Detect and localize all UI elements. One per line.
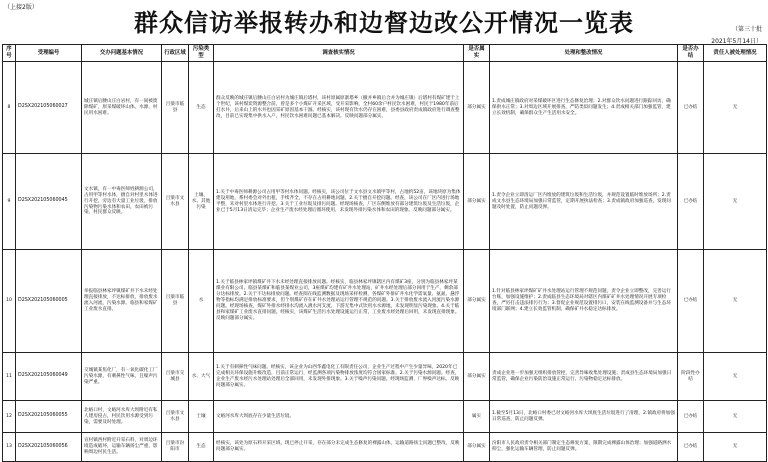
row-accountability: 无	[704, 353, 767, 401]
table-row	[3, 250, 767, 353]
row-handling: 1.责成城庄镇政府对采煤破坏区进行生态修复治理；2.对群众饮水问题进行跟踪回访，确保供水正常；3.对周边区域开展排查，严防类似问题发生；4.责成相关部门加强监管，建立长效机制，确保群众生产生活用水安全。	[490, 62, 678, 154]
row-investigation: 群众反映的城庄镇后腰山庄白岩村为城庄镇后塔村，该村原属原寨塔乡（撤并乡镇后合并为城庄镇）后塔村有煤矿建于上个世纪，该村煤炭资源整合前，曾是多个小煤矿开采区域，受开采影响，全村60余户村民饮水困难，村民于1980年前后打水井，后来山上的水井也因采矿原因基本干涸。经核实，该村现有饮水仍存在困难，县委县政府责成镇政府进行调查整改，目前已实现集中供水入户，村民饮水困难问题已基本解决。反映问题部分属实。	[214, 62, 464, 154]
publish-date: 2021年5月14日）	[711, 38, 762, 45]
col-header-no: 序号	[3, 45, 16, 62]
row-region: 吕梁市交城县	[162, 353, 189, 401]
row-accountability: 无	[704, 250, 767, 353]
col-header-verified: 是否属实	[464, 45, 490, 62]
row-issue: 宣村镇西村附近开采石料，对周边环境造成破坏，运输车辆扬尘严重，影响周边村民生活。	[82, 433, 162, 462]
col-header-issue: 交办问题基本情况	[82, 45, 162, 62]
row-type: 生态	[189, 62, 214, 154]
row-region: 吕梁市汾阳市	[162, 433, 189, 462]
table-row	[3, 401, 767, 433]
row-verified: 部分属实	[464, 353, 490, 401]
row-issue: 北峪口村，文峪河水库大坝附近有私人建房侵占，村民饮用水源受到污染，需要及时处理。	[82, 401, 162, 433]
row-type: 土壤	[189, 401, 214, 433]
row-investigation: 经核实，该处为原石料开采区域，现已停止开采，存在部分未完成生态修复的裸露山体，运输道路扬尘问题已整改，反映问题部分属实。	[214, 433, 464, 462]
page-title: 群众信访举报转办和边督边改公开情况一览表	[134, 9, 634, 37]
row-closed: 阶段性办结	[678, 353, 704, 401]
col-header-region: 行政区域	[162, 45, 189, 62]
row-issue: 文水镇，有一中毒医师姓耕源公司，占用甲等村水体，擅自对村里水体进行开挖，旁边有大量工业垃圾，排放污染物污染水体和农田，农田被污染，村民群众反映。	[82, 154, 162, 250]
batch-label: （第三十批	[731, 26, 762, 33]
row-issue: 举报临县林家坪镇煤矿井下水未经处理直接排放，不达标排放，排放废水流入河流，污染水源。临县和家煤矿工业废水直排。	[82, 250, 162, 353]
row-investigation: 文峪河水库大坝底存在少量生活垃圾。	[214, 401, 464, 433]
row-code: D2SX202105060005	[16, 250, 82, 353]
row-issue: 交城镇某焦化厂，有一氧化碳化工厂污染水源，有刺鼻性气味，且噪声污染严重。	[82, 353, 162, 401]
row-verified: 部分属实	[464, 433, 490, 462]
row-no: 10	[3, 250, 16, 353]
row-closed: 已办结	[678, 154, 704, 250]
row-closed: 已办结	[678, 250, 704, 353]
row-investigation: 1.关于有刺鼻性气味问题。经核实，该企业为山西华鑫电化工有限责任公司，企业生产过程中产生少量异味，2020年已完成相关环保设施升级改造，目前正常运行，经监测各项污染物排放浓度均符合国家标准。2.关于污染水源问题。经查，企业生产废水经污水处理站处理后全部回用，未发现外排现象。3.关于噪声污染问题。经现场监测，厂界噪声达标。反映问题部分属实。	[214, 353, 464, 401]
row-investigation: 1.关于中毒医师耕源公司占用甲等村水体问题。经核实，该公司位于文水县文水镇甲等村，占地约52亩，该地块原为集体建设用地，系村委会对外出租，手续齐全，不存在占用耕地问题。2.关于擅自开挖问题。经查，该公司在厂区内进行场地平整，未对村里水体进行开挖。3.关于工业垃圾及排污问题。经现场核查，厂区东侧堆放有部分建筑垃圾及生活垃圾，企业已于5月13日清运完毕；企业生产废水经处理后循环使用，未发现外排污染水体和农田的现象。反映问题部分属实。	[214, 154, 464, 250]
row-verified: 部分属实	[464, 62, 490, 154]
row-closed: 已办结	[678, 433, 704, 462]
row-no: 9	[3, 154, 16, 250]
row-handling: 责成企业进一步加强无组织排放管控，完善异味收集处理设施；责成县生态环境局加强日常监管，确保企业污染防治设施正常运行、污染物稳定达标排放。	[490, 353, 678, 401]
table-header-row	[3, 45, 767, 62]
table-row	[3, 353, 767, 401]
row-no: 11	[3, 353, 16, 401]
row-issue: 城庄镇后腰山庄白岩村，有一间被废除煤矿，原采煤破坏山体、水源，村民用水困难。	[82, 62, 162, 154]
row-handling: 汾阳市人民政府责令相关部门制定生态修复方案，限期完成裸露山体治理；加强道路洒水抑尘，强化运输车辆管理，防止问题反弹。	[490, 433, 678, 462]
disclosure-table	[2, 44, 767, 462]
row-code: D2SX202105060049	[16, 353, 82, 401]
col-header-accountability: 责任人被处理情况	[704, 45, 767, 62]
row-region: 吕梁市文水县	[162, 154, 189, 250]
row-type: 水、大气	[189, 353, 214, 401]
table-row	[3, 433, 767, 462]
row-verified: 部分属实	[464, 154, 490, 250]
row-region: 吕梁市临县	[162, 62, 189, 154]
row-accountability: 无	[704, 154, 767, 250]
row-verified: 部分属实	[464, 250, 490, 353]
row-closed: 已办结	[678, 401, 704, 433]
row-type: 土壤、水、其他污染	[189, 154, 214, 250]
row-handling: 1.针对临县林家坪煤矿矿井水处理站运行管理不规范问题，责令企业立即整改，完善运行台账，加强设施维护；2.责成临县生态环境局对辖区内煤矿矿井水处理情况开展专项检查，严厉打击违法排污行为；3.督促企业规范设置排污口，安装在线监测设备并与生态环境部门联网；4.建立长效监管机制，确保矿井水稳定达标排放。	[490, 250, 678, 353]
col-header-investigation: 调查核实情况	[214, 45, 464, 62]
page-continuation-label: （上接2版）	[4, 4, 38, 11]
row-accountability: 无	[704, 401, 767, 433]
row-code: D2SX202105060055	[16, 401, 82, 433]
row-verified: 属实	[464, 401, 490, 433]
row-code: D2SX202105060027	[16, 62, 82, 154]
row-region: 吕梁市临县	[162, 250, 189, 353]
row-handling: 1.截至5月13日，北峪口村委已对文峪河水库大坝底生活垃圾进行了清理，2.镇政府将加强日常巡查，防止问题反弹。	[490, 401, 678, 433]
row-region: 吕梁市文水县	[162, 401, 189, 433]
col-header-handling: 处理和整改情况	[490, 45, 678, 62]
row-type: 水	[189, 250, 214, 353]
row-code: D2SX202105060045	[16, 154, 82, 250]
col-header-type: 污染类型	[189, 45, 214, 62]
table-row	[3, 62, 767, 154]
row-code: D2SX202105060056	[16, 433, 82, 462]
row-no: 13	[3, 433, 16, 462]
row-accountability: 无	[704, 62, 767, 154]
row-type: 生态	[189, 433, 214, 462]
col-header-closed: 是否办结	[678, 45, 704, 62]
col-header-code: 受理编号	[16, 45, 82, 62]
row-handling: 1.责令企业立即清运厂区内堆放的建筑垃圾和生活垃圾，并规范设置临时堆放场所；2.责成文水县生态环境局加强日常监管，定期开展执法检查；3.责成镇政府加强巡查，发现问题及时处置，防止问题反弹。	[490, 154, 678, 250]
row-closed: 已办结	[678, 62, 704, 154]
row-investigation: 1.关于临县林家坪镇煤矿井下水未经处理直接排放问题。经核实，临县林家坪镇辖区内有煤矿3座，分别为临县林家坪某煤业有限公司、临县某煤矿和临县某煤业公司，3座煤矿均建有矿井水处理站，矿井水经处理后部分回用于生产，剩余部分达标排放。2.关于不达标排放问题。经查阅在线监测数据及现场采样检测，各煤矿外排矿井水化学需氧量、氨氮、悬浮物等指标均满足排放标准要求，但个别煤矿存在矿井水处理站运行管理不规范的问题。3.关于排放废水流入河流污染水源问题。经现场核查，煤矿外排水经排水沟流入湫水河支流，下游无集中式饮用水水源地，未发现明显污染现象。4.关于临县和家煤矿工业废水直排问题。经核实，该煤矿生活污水处理设施运行正常，工业废水经处理后回用，未发现直排现象。反映问题部分属实。	[214, 250, 464, 353]
row-accountability: 无	[704, 433, 767, 462]
row-no: 8	[3, 62, 16, 154]
row-no: 12	[3, 401, 16, 433]
table-row	[3, 154, 767, 250]
